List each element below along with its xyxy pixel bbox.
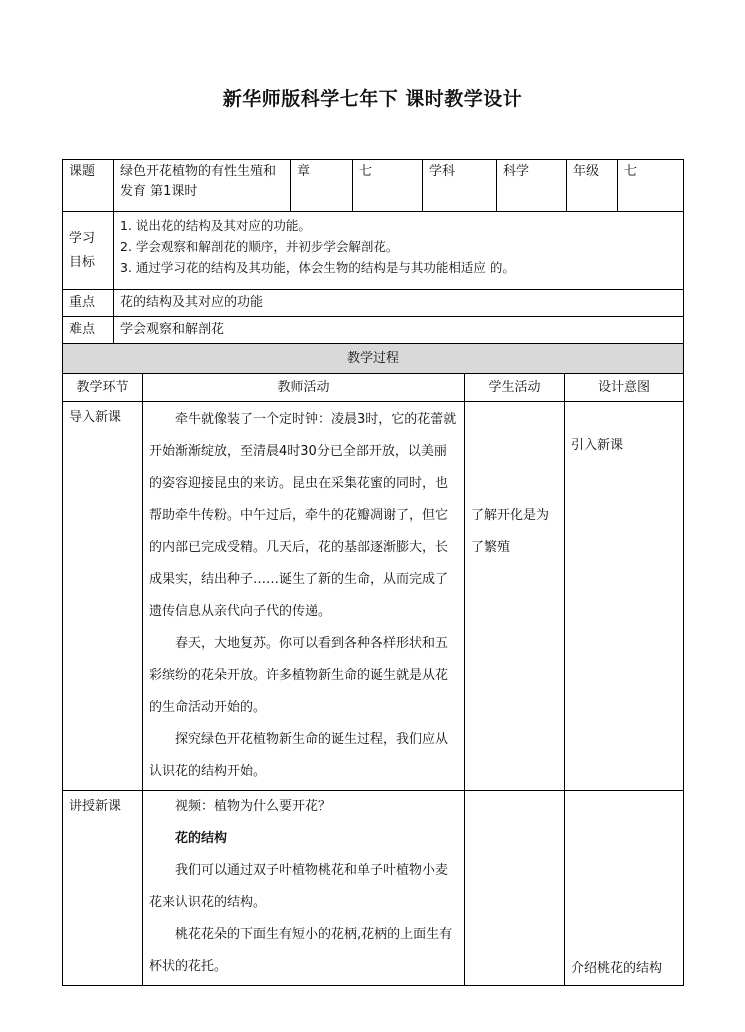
page-title: 新华师版科学七年下 课时教学设计: [222, 88, 523, 110]
section-heading: 花的结构: [175, 831, 228, 846]
teaching-process-table: [62, 343, 684, 986]
grade-value: 七: [618, 160, 684, 212]
stage-cell: 导入新课: [63, 402, 143, 791]
chapter-value: 七: [353, 160, 423, 212]
table-row: [63, 402, 684, 791]
intent-cell: 引入新课: [565, 402, 684, 791]
stage-cell: 讲授新课: [63, 791, 143, 986]
student-activity-cell: [465, 791, 565, 986]
chapter-label: 章: [291, 160, 353, 212]
goals-label: 学习目标: [63, 212, 114, 290]
topic-value: 绿色开花植物的有性生殖和发育 第1课时: [114, 160, 291, 212]
teacher-paragraph: 我们可以通过双子叶植物桃花和单子叶植物小麦花来认识花的结构。: [149, 863, 449, 910]
teacher-paragraph: 探究绿色开花植物新生命的诞生过程，我们应从认识花的结构开始。: [149, 732, 449, 779]
header-teacher: 教师活动: [143, 374, 465, 402]
teacher-paragraph: 视频：植物为什么要开花？: [175, 799, 332, 814]
teacher-paragraph: 桃花花朵的下面生有短小的花柄,花柄的上面生有杯状的花托。: [149, 927, 453, 974]
lesson-info-table: [62, 159, 684, 344]
intent-cell: 介绍桃花的结构: [565, 791, 684, 986]
key-point-value: 花的结构及其对应的功能: [114, 290, 684, 317]
goal-item: 1. 说出花的结构及其对应的功能。: [120, 218, 311, 233]
key-point-label: 重点: [63, 290, 114, 317]
header-stage: 教学环节: [63, 374, 143, 402]
student-activity-cell: 了解开化是为了繁殖: [465, 402, 565, 791]
subject-value: 科学: [497, 160, 567, 212]
teacher-paragraph: 牵牛就像装了一个定时钟：凌晨3时，它的花蕾就开始渐渐绽放，至清晨4时30分已全部开放，以美丽的姿容迎接昆虫的来访。昆虫在采集花蜜的同时，也帮助牵牛传粉。中午过后，牵牛的花瓣凋谢了，但它的内部已完成受精。几天后，花的基部逐渐膨大，长成果实，结出种子……诞生了新的生命，从而完成了遗传信息从亲代向子代的传递。: [149, 412, 457, 619]
header-student: 学生活动: [465, 374, 565, 402]
grade-label: 年级: [567, 160, 618, 212]
difficulty-value: 学会观察和解剖花: [114, 317, 684, 344]
teacher-activity-cell: [143, 791, 465, 986]
goal-item: 3. 通过学习花的结构及其功能，体会生物的结构是与其功能相适应 的。: [120, 260, 515, 275]
topic-label: 课题: [63, 160, 114, 212]
goals-list: [114, 212, 684, 290]
teacher-activity-cell: [143, 402, 465, 791]
process-title: 教学过程: [63, 344, 684, 374]
subject-label: 学科: [423, 160, 497, 212]
table-row: [63, 791, 684, 986]
difficulty-label: 难点: [63, 317, 114, 344]
header-intent: 设计意图: [565, 374, 684, 402]
teacher-paragraph: 春天，大地复苏。你可以看到各种各样形状和五彩缤纷的花朵开放。许多植物新生命的诞生就是从花的生命活动开始的。: [149, 636, 449, 715]
goal-item: 2. 学会观察和解剖花的顺序，并初步学会解剖花。: [120, 239, 399, 254]
